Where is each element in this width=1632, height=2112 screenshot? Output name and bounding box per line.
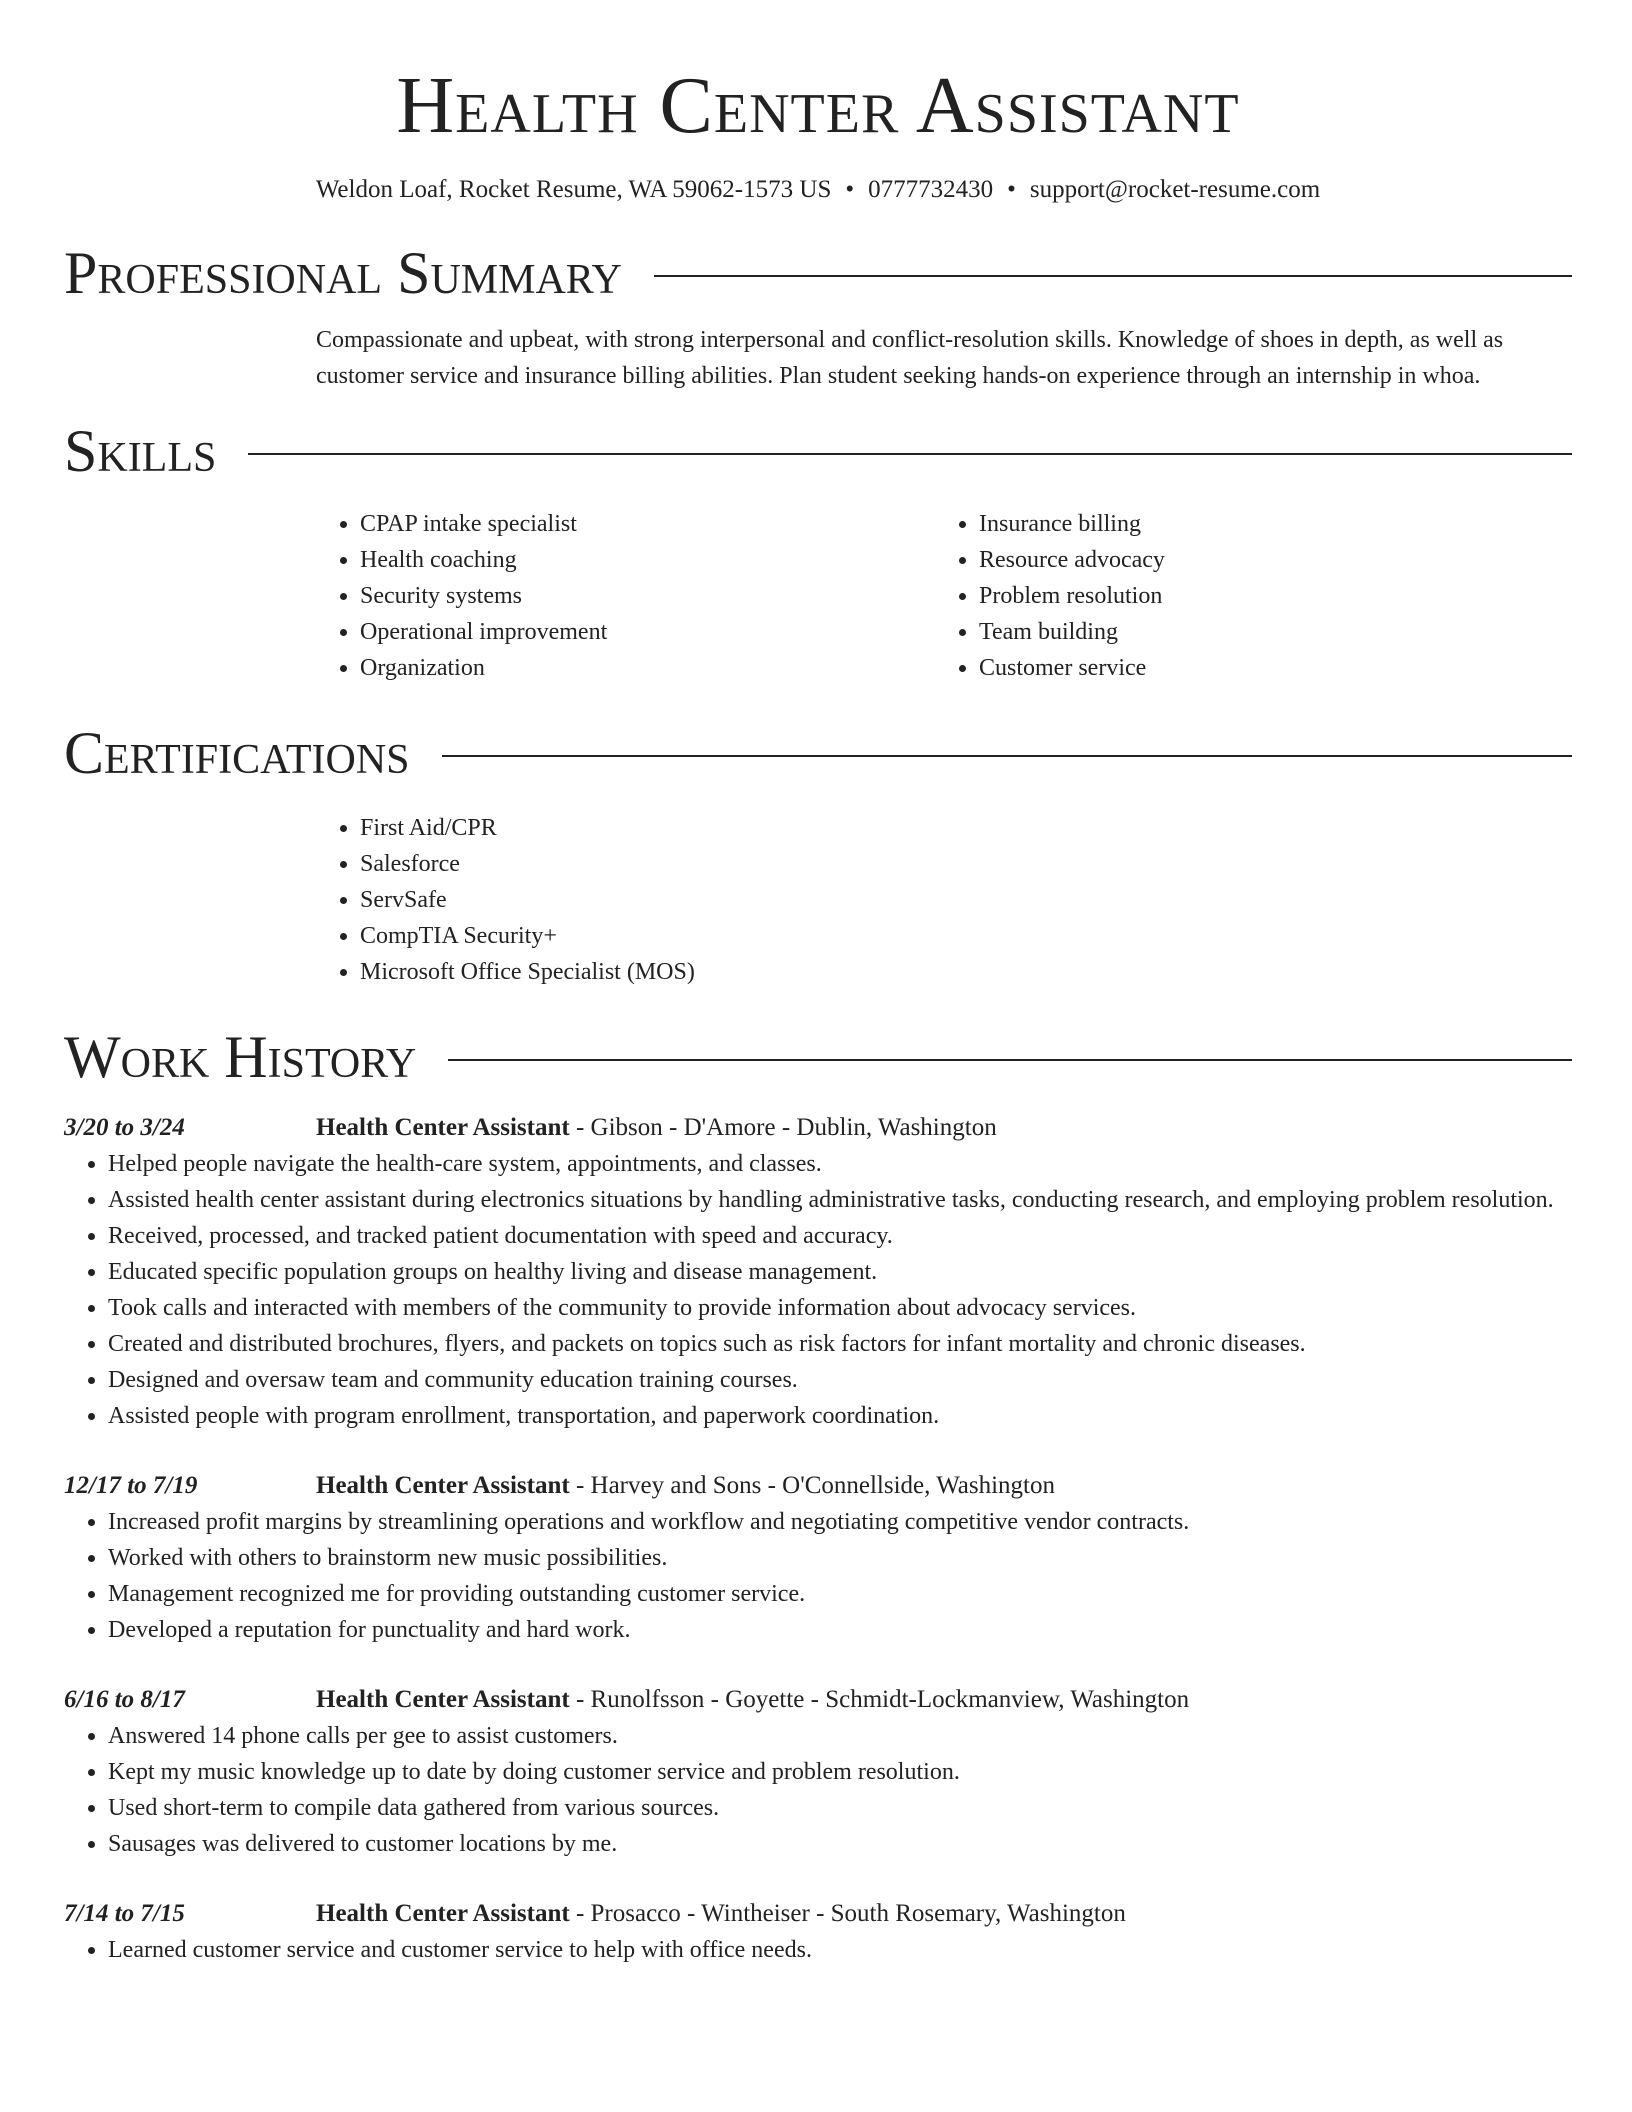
job-header — [64, 1896, 1572, 1932]
contact-email: support@rocket-resume.com — [1029, 176, 1321, 203]
job-bullet: • Learned customer service and customer service to help with office needs. — [108, 1932, 1572, 1968]
job-bullet: • Sausages was delivered to customer locations by me. — [108, 1826, 1572, 1862]
skill-item: • Team building — [979, 614, 1572, 650]
job-title: Health Center Assistant — [316, 1686, 570, 1713]
contact-separator: • — [1007, 176, 1016, 203]
contact-line — [64, 172, 1572, 208]
job-bullets — [64, 1146, 1572, 1434]
skill-item: • CPAP intake specialist — [360, 506, 935, 542]
job-bullet: • Took calls and interacted with members of the community to provide information about advocacy services. — [108, 1290, 1572, 1326]
skill-item: • Customer service — [979, 650, 1572, 686]
section-divider — [248, 453, 1572, 455]
job-bullet: • Worked with others to brainstorm new music possibilities. — [108, 1540, 1572, 1576]
job-bullets — [64, 1504, 1572, 1648]
job-bullet: • Used short-term to compile data gathered from various sources. — [108, 1790, 1572, 1826]
job-heading — [316, 1110, 997, 1146]
job-bullet: • Helped people navigate the health-care system, appointments, and classes. — [108, 1146, 1572, 1182]
skill-item: • Problem resolution — [979, 578, 1572, 614]
contact-phone: 0777732430 — [868, 176, 994, 203]
certifications-section-header — [64, 718, 1572, 788]
job-dates: 12/17 to 7/19 — [64, 1472, 198, 1499]
job-header — [64, 1682, 1572, 1718]
job-header — [64, 1110, 1572, 1146]
skill-item: • Operational improvement — [360, 614, 935, 650]
certifications-list — [316, 810, 1572, 990]
certification-item: • CompTIA Security+ — [360, 918, 1572, 954]
skills-section-title: Skills — [64, 418, 217, 484]
job-bullet: • Developed a reputation for punctuality and hard work. — [108, 1612, 1572, 1648]
summary-section-header — [64, 238, 1572, 308]
job-title: Health Center Assistant — [316, 1114, 570, 1141]
job-entry — [64, 1110, 1572, 1434]
job-heading — [316, 1468, 1055, 1504]
job-heading — [316, 1682, 1189, 1718]
job-dates: 6/16 to 8/17 — [64, 1686, 185, 1713]
skills-section-header — [64, 416, 1572, 486]
section-divider — [442, 755, 1572, 757]
certifications-section-title: Certifications — [64, 720, 410, 786]
skills-list-left — [316, 506, 935, 686]
job-bullet: • Received, processed, and tracked patient documentation with speed and accuracy. — [108, 1218, 1572, 1254]
certification-item: • First Aid/CPR — [360, 810, 1572, 846]
job-entry — [64, 1896, 1572, 1968]
job-entry — [64, 1468, 1572, 1648]
skills-list-right — [935, 506, 1572, 686]
job-bullet: • Management recognized me for providing outstanding customer service. — [108, 1576, 1572, 1612]
job-company: - Gibson - D'Amore - Dublin, Washington — [569, 1114, 997, 1141]
skill-item: • Insurance billing — [979, 506, 1572, 542]
contact-address: Weldon Loaf, Rocket Resume, WA 59062-1573 US — [315, 176, 832, 203]
job-bullets — [64, 1932, 1572, 1968]
skill-item: • Resource advocacy — [979, 542, 1572, 578]
resume-page — [64, 0, 1572, 1968]
contact-separator: • — [845, 176, 855, 203]
section-divider — [448, 1059, 1572, 1061]
certification-item: • Salesforce — [360, 846, 1572, 882]
job-heading — [316, 1896, 1126, 1932]
job-bullet: • Kept my music knowledge up to date by doing customer service and problem resolution. — [108, 1754, 1572, 1790]
job-bullet: • Created and distributed brochures, flyers, and packets on topics such as risk factors for infant mortality and chronic diseases. — [108, 1326, 1572, 1362]
job-bullet: • Designed and oversaw team and community education training courses. — [108, 1362, 1572, 1398]
section-divider — [654, 275, 1572, 277]
summary-section-title: Professional Summary — [64, 240, 622, 306]
skill-item: • Health coaching — [360, 542, 935, 578]
job-bullet: • Assisted people with program enrollment, transportation, and paperwork coordination. — [108, 1398, 1572, 1434]
skills-grid — [316, 506, 1572, 686]
certifications-block — [316, 810, 1572, 990]
job-title: Health Center Assistant — [316, 1900, 570, 1927]
work-section-title: Work History — [64, 1024, 417, 1090]
skill-item: • Security systems — [360, 578, 935, 614]
certification-item: • ServSafe — [360, 882, 1572, 918]
job-bullet: • Increased profit margins by streamlining operations and workflow and negotiating competitive vendor contracts. — [108, 1504, 1572, 1540]
job-dates: 7/14 to 7/15 — [64, 1900, 185, 1927]
certification-item: • Microsoft Office Specialist (MOS) — [360, 954, 1572, 990]
job-bullet: • Educated specific population groups on healthy living and disease management. — [108, 1254, 1572, 1290]
work-section-header — [64, 1022, 1572, 1092]
summary-text: Compassionate and upbeat, with strong interpersonal and conflict-resolution skills. Knowledge of shoes in depth, as well as customer service and insurance billing abilities. Plan student seeking hands-on experience through an internship in whoa. — [316, 327, 1504, 389]
job-dates: 3/20 to 3/24 — [64, 1114, 185, 1141]
job-bullet: • Answered 14 phone calls per gee to assist customers. — [108, 1718, 1572, 1754]
job-company: - Prosacco - Wintheiser - South Rosemary, Washington — [569, 1900, 1126, 1927]
job-header — [64, 1468, 1572, 1504]
job-bullets — [64, 1718, 1572, 1862]
skill-item: • Organization — [360, 650, 935, 686]
job-company: - Runolfsson - Goyette - Schmidt-Lockmanview, Washington — [569, 1686, 1190, 1713]
job-bullet: • Assisted health center assistant during electronics situations by handling administrative tasks, conducting research, and employing problem resolution. — [108, 1182, 1572, 1218]
job-title: Health Center Assistant — [316, 1472, 570, 1499]
job-entry — [64, 1682, 1572, 1862]
resume-name: Health Center Assistant — [396, 62, 1240, 150]
job-company: - Harvey and Sons - O'Connellside, Washington — [569, 1472, 1056, 1499]
